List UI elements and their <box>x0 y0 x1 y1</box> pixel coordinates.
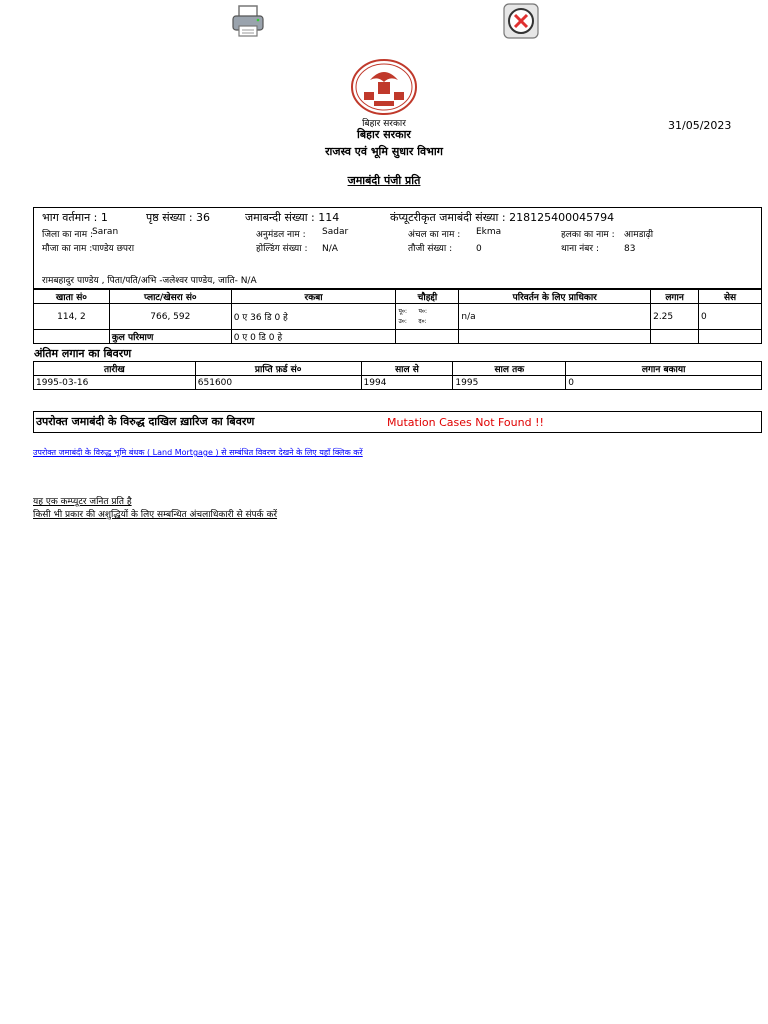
col-saal-se: साल से <box>361 362 453 376</box>
plot-value: 766, 592 <box>109 304 231 330</box>
gov-name: बिहार सरकार <box>357 128 411 141</box>
col-khata: खाता सं० <box>34 290 110 304</box>
lagan-year-to: 1995 <box>453 376 566 390</box>
table-row <box>34 376 762 390</box>
thana-value: 83 <box>624 244 636 254</box>
col-chauhaddi: चौहद्दी <box>396 290 459 304</box>
bihar-emblem <box>350 58 418 116</box>
lagan-year-from: 1994 <box>361 376 453 390</box>
chauhaddi-south: द०: <box>418 317 427 325</box>
khata-value: 114, 2 <box>34 304 110 330</box>
total-label: कुल परिमाण <box>109 330 231 344</box>
land-mortgage-link[interactable]: उपरोक्त जमाबंदी के विरुद्ध भूमि बंधक ( Land Mortgage ) से सम्बंधित विवरण देखने के लिए यहाँ क्लिक करें <box>33 448 363 457</box>
table-row <box>34 304 762 330</box>
doc-title: जमाबंदी पंजी प्रति <box>347 174 421 187</box>
col-tarikh: तारीख <box>34 362 196 376</box>
raiyat-name: रामबहादुर पाण्डेय , पिता/पति/अभि -जलेश्वर पाण्डेय, जाति- N/A <box>42 276 257 286</box>
lagan-value: 2.25 <box>651 304 699 330</box>
col-saal-tak: साल तक <box>453 362 566 376</box>
prishth-label: पृष्ठ संख्या : 36 <box>146 211 211 224</box>
anumandal-label: अनुमंडल नाम : <box>256 230 306 240</box>
mutation-title: उपरोक्त जमाबंदी के विरुद्ध दाखिल ख़ारिज का बिवरण <box>36 415 255 428</box>
dept-name: राजस्व एवं भूमि सुधार विभाग <box>325 145 443 158</box>
land-table-header <box>34 290 762 304</box>
footer-note-2: किसी भी प्रकार की अशुद्धियों के लिए सम्बन्धित अंचलाधिकारी से संपर्क करें <box>33 510 278 520</box>
emblem-caption: बिहार सरकार <box>362 119 406 129</box>
zila-value: Saran <box>92 227 119 237</box>
land-table <box>33 289 762 344</box>
col-prapti: प्राप्ति फ़र्ड सं० <box>195 362 361 376</box>
printer-icon <box>229 2 267 40</box>
ses-value: 0 <box>699 304 762 330</box>
lagan-table <box>33 361 762 390</box>
close-button[interactable] <box>502 2 540 40</box>
chauhaddi-cell <box>396 304 459 330</box>
anchal-label: अंचल का नाम : <box>408 230 461 240</box>
halka-value: आमडाढ़ी <box>624 230 654 240</box>
tauji-label: तौजी संख्या : <box>408 244 453 254</box>
chauhaddi-west: प०: <box>418 307 428 315</box>
col-lagan: लगान <box>651 290 699 304</box>
comp-jamabandi-label: कंप्यूटरीकृत जमाबंदी संख्या : 218125400045794 <box>390 211 615 224</box>
anchal-value: Ekma <box>476 227 502 237</box>
holding-value: N/A <box>322 244 338 254</box>
anumandal-value: Sadar <box>322 227 349 237</box>
footer-note-1: यह एक कम्प्यूटर जनित प्रति है <box>33 497 132 507</box>
mauja-value: पाण्डेय छपरा <box>92 244 135 254</box>
col-parivartan: परिवर्तन के लिए प्राधिकार <box>459 290 651 304</box>
lagan-table-header <box>34 362 762 376</box>
lagan-date: 1995-03-16 <box>34 376 196 390</box>
lagan-due: 0 <box>566 376 762 390</box>
tauji-value: 0 <box>476 244 482 254</box>
parivartan-value: n/a <box>459 304 651 330</box>
print-date: 31/05/2023 <box>668 119 732 132</box>
table-row-total <box>34 330 762 344</box>
mauja-label: मौजा का नाम : <box>42 244 93 254</box>
jamabandi-label: जमाबन्दी संख्या : 114 <box>245 211 340 224</box>
mutation-box <box>33 411 762 433</box>
total-value: 0 ए 0 डि 0 हे <box>231 330 396 344</box>
rakba-value: 0 ए 36 डि 0 हे <box>231 304 396 330</box>
mutation-status: Mutation Cases Not Found !! <box>387 416 544 429</box>
col-ses: सेस <box>699 290 762 304</box>
chauhaddi-north: उ०: <box>398 317 407 325</box>
summary-box <box>33 207 762 289</box>
close-icon <box>502 2 540 40</box>
col-rakba: रकबा <box>231 290 396 304</box>
thana-label: थाना नंबर : <box>561 244 599 254</box>
lagan-section-title: अंतिम लगान का बिवरण <box>34 347 132 360</box>
col-plot: प्लाट/खेसरा सं० <box>109 290 231 304</box>
zila-label: जिला का नाम : <box>42 230 94 240</box>
holding-label: होल्डिंग संख्या : <box>256 244 308 254</box>
halka-label: हलका का नाम : <box>561 230 615 240</box>
lagan-receipt: 651600 <box>195 376 361 390</box>
col-bakaya: लगान बकाया <box>566 362 762 376</box>
chauhaddi-east: पू०: <box>398 307 408 315</box>
print-button[interactable] <box>229 2 267 40</box>
bhag-label: भाग वर्तमान : 1 <box>42 211 108 224</box>
